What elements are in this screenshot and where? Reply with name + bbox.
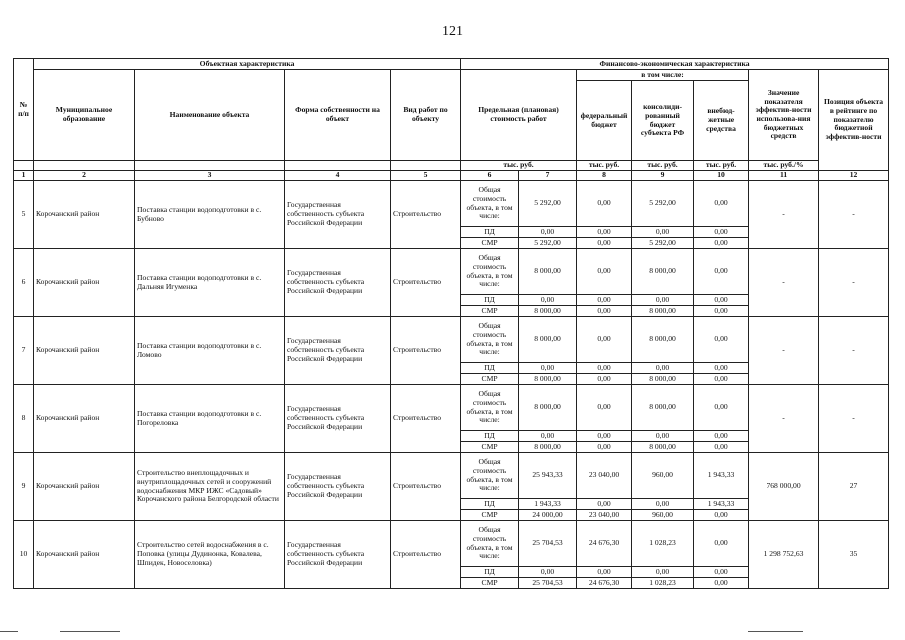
row-smr-value: 8 000,00 [519, 374, 577, 385]
row-total-value: 960,00 [632, 453, 694, 499]
row-pd-value: 0,00 [632, 431, 694, 442]
row-smr-value: 24 676,30 [577, 578, 632, 589]
header-group-finance: Финансово-экономическая характеристика [461, 59, 889, 70]
row-total-value: 0,00 [694, 317, 749, 363]
row-pd-value: 0,00 [632, 363, 694, 374]
table-row [14, 249, 889, 295]
row-smr-value: 8 000,00 [632, 306, 694, 317]
colnum: 7 [519, 171, 577, 181]
row-total-label: Общая стоимость объекта, в том числе: [461, 181, 519, 227]
colnum: 5 [391, 171, 461, 181]
table-row [14, 385, 889, 431]
row-smr-value: 24 000,00 [519, 510, 577, 521]
row-rating: - [819, 385, 889, 453]
scan-mark [748, 631, 803, 632]
row-smr-value: 8 000,00 [519, 442, 577, 453]
colnum: 9 [632, 171, 694, 181]
row-pd-value: 0,00 [577, 431, 632, 442]
row-smr-value: 1 028,23 [632, 578, 694, 589]
row-num: 6 [14, 249, 34, 317]
row-indicator: - [749, 249, 819, 317]
table-body [14, 181, 889, 589]
row-pd-value: 0,00 [632, 499, 694, 510]
table-row [14, 453, 889, 499]
unit-extrabudget: тыс. руб. [694, 161, 749, 171]
row-total-value: 8 000,00 [632, 385, 694, 431]
row-total-value: 8 000,00 [519, 317, 577, 363]
row-smr-value: 23 040,00 [577, 510, 632, 521]
row-smr-value: 960,00 [632, 510, 694, 521]
colnum: 8 [577, 171, 632, 181]
row-total-value: 0,00 [694, 181, 749, 227]
row-ownership: Государственная собственность субъекта Российской Федерации [285, 317, 391, 385]
row-pd-value: 0,00 [694, 227, 749, 238]
colnum: 11 [749, 171, 819, 181]
row-object-name: Поставка станции водоподготовки в с. Дальняя Игуменка [135, 249, 285, 317]
header-extrabudget: внебюд-жетные средства [694, 81, 749, 161]
row-smr-label: СМР [461, 578, 519, 589]
table-row [14, 181, 889, 227]
header-ownership: Форма собственности на объект [285, 70, 391, 161]
row-work-type: Строительство [391, 181, 461, 249]
row-work-type: Строительство [391, 385, 461, 453]
row-pd-value: 0,00 [577, 227, 632, 238]
row-pd-value: 0,00 [519, 431, 577, 442]
row-total-value: 25 943,33 [519, 453, 577, 499]
unit-cost: тыс. руб. [461, 161, 577, 171]
row-rating: - [819, 249, 889, 317]
row-smr-value: 8 000,00 [632, 442, 694, 453]
row-ownership: Государственная собственность субъекта Российской Федерации [285, 249, 391, 317]
row-smr-label: СМР [461, 442, 519, 453]
row-municipality: Корочанский район [34, 249, 135, 317]
scan-mark [0, 631, 18, 632]
row-pd-value: 1 943,33 [694, 499, 749, 510]
row-total-value: 0,00 [694, 249, 749, 295]
page-number: 121 [442, 24, 463, 39]
row-total-label: Общая стоимость объекта, в том числе: [461, 249, 519, 295]
row-pd-value: 0,00 [519, 227, 577, 238]
row-total-value: 1 943,33 [694, 453, 749, 499]
row-ownership: Государственная собственность субъекта Российской Федерации [285, 521, 391, 589]
row-total-value: 8 000,00 [519, 385, 577, 431]
row-object-name: Поставка станции водоподготовки в с. Погореловка [135, 385, 285, 453]
row-rating: - [819, 181, 889, 249]
header-incl: в том числе: [577, 70, 749, 81]
row-total-value: 5 292,00 [632, 181, 694, 227]
header-consolidated: консолиди-рованный бюджет субъекта РФ [632, 81, 694, 161]
row-pd-value: 0,00 [694, 431, 749, 442]
header-cost: Предельная (плановая) стоимость работ [461, 70, 577, 161]
row-pd-value: 0,00 [694, 363, 749, 374]
row-total-value: 0,00 [577, 385, 632, 431]
row-pd-value: 0,00 [577, 499, 632, 510]
row-smr-value: 0,00 [694, 374, 749, 385]
colnum: 1 [14, 171, 34, 181]
row-pd-value: 0,00 [519, 567, 577, 578]
row-pd-label: ПД [461, 499, 519, 510]
row-smr-value: 0,00 [577, 442, 632, 453]
row-ownership: Государственная собственность субъекта Российской Федерации [285, 453, 391, 521]
header-municipality: Муниципальное образование [34, 70, 135, 161]
header-num: № п/п [14, 59, 34, 161]
header-rating: Позиция объекта в рейтинге по показателю бюджетной эффектив-ности [819, 70, 889, 171]
colnum: 2 [34, 171, 135, 181]
unit-consolidated: тыс. руб. [632, 161, 694, 171]
row-smr-value: 5 292,00 [632, 238, 694, 249]
colnum: 4 [285, 171, 391, 181]
row-num: 7 [14, 317, 34, 385]
row-total-value: 0,00 [694, 521, 749, 567]
row-indicator: 768 000,00 [749, 453, 819, 521]
row-smr-value: 0,00 [577, 238, 632, 249]
row-pd-value: 0,00 [694, 567, 749, 578]
row-pd-value: 0,00 [519, 295, 577, 306]
header-indicator: Значение показателя эффектив-ности использова-ния бюджетных средств [749, 70, 819, 161]
row-total-value: 0,00 [694, 385, 749, 431]
row-total-value: 1 028,23 [632, 521, 694, 567]
row-pd-value: 0,00 [577, 567, 632, 578]
row-work-type: Строительство [391, 521, 461, 589]
row-pd-label: ПД [461, 295, 519, 306]
row-pd-value: 1 943,33 [519, 499, 577, 510]
row-pd-value: 0,00 [632, 295, 694, 306]
row-work-type: Строительство [391, 249, 461, 317]
row-smr-value: 25 704,53 [519, 578, 577, 589]
row-smr-label: СМР [461, 510, 519, 521]
row-smr-value: 0,00 [694, 238, 749, 249]
row-work-type: Строительство [391, 317, 461, 385]
row-pd-label: ПД [461, 431, 519, 442]
row-smr-value: 0,00 [694, 510, 749, 521]
row-indicator: 1 298 752,63 [749, 521, 819, 589]
row-object-name: Поставка станции водоподготовки в с. Ломово [135, 317, 285, 385]
row-municipality: Корочанский район [34, 317, 135, 385]
row-municipality: Корочанский район [34, 453, 135, 521]
row-num: 5 [14, 181, 34, 249]
row-rating: - [819, 317, 889, 385]
row-total-label: Общая стоимость объекта, в том числе: [461, 453, 519, 499]
row-total-label: Общая стоимость объекта, в том числе: [461, 521, 519, 567]
row-total-value: 8 000,00 [632, 249, 694, 295]
row-municipality: Корочанский район [34, 181, 135, 249]
row-smr-label: СМР [461, 306, 519, 317]
row-smr-value: 0,00 [694, 442, 749, 453]
table-row [14, 521, 889, 567]
table-header [14, 59, 889, 181]
unit-indicator: тыс. руб./% [749, 161, 819, 171]
row-object-name: Строительство сетей водоснабжения в с. Поповка (улицы Дудинонка, Ковалева, Шпидек, Новоселовка) [135, 521, 285, 589]
row-total-value: 0,00 [577, 181, 632, 227]
header-federal: федеральный бюджет [577, 81, 632, 161]
row-total-value: 23 040,00 [577, 453, 632, 499]
row-work-type: Строительство [391, 453, 461, 521]
colnum: 12 [819, 171, 889, 181]
row-num: 10 [14, 521, 34, 589]
row-rating: 27 [819, 453, 889, 521]
row-total-label: Общая стоимость объекта, в том числе: [461, 385, 519, 431]
row-smr-value: 0,00 [694, 306, 749, 317]
header-work-type: Вид работ по объекту [391, 70, 461, 161]
row-rating: 35 [819, 521, 889, 589]
row-municipality: Корочанский район [34, 521, 135, 589]
row-ownership: Государственная собственность субъекта Российской Федерации [285, 181, 391, 249]
header-group-object: Объектная характеристика [34, 59, 461, 70]
row-indicator: - [749, 181, 819, 249]
row-indicator: - [749, 385, 819, 453]
row-object-name: Поставка станции водоподготовки в с. Бубново [135, 181, 285, 249]
row-pd-value: 0,00 [519, 363, 577, 374]
table-row [14, 317, 889, 363]
row-smr-value: 8 000,00 [632, 374, 694, 385]
row-smr-value: 8 000,00 [519, 306, 577, 317]
row-total-label: Общая стоимость объекта, в том числе: [461, 317, 519, 363]
row-total-value: 25 704,53 [519, 521, 577, 567]
row-smr-label: СМР [461, 374, 519, 385]
row-total-value: 5 292,00 [519, 181, 577, 227]
row-municipality: Корочанский район [34, 385, 135, 453]
row-pd-value: 0,00 [632, 567, 694, 578]
row-total-value: 8 000,00 [632, 317, 694, 363]
row-smr-label: СМР [461, 238, 519, 249]
row-total-value: 0,00 [577, 317, 632, 363]
colnum: 6 [461, 171, 519, 181]
row-pd-value: 0,00 [577, 363, 632, 374]
row-total-value: 8 000,00 [519, 249, 577, 295]
row-pd-label: ПД [461, 567, 519, 578]
colnum: 10 [694, 171, 749, 181]
row-smr-value: 0,00 [694, 578, 749, 589]
row-pd-value: 0,00 [577, 295, 632, 306]
scan-mark [60, 631, 120, 632]
header-object-name: Наименование объекта [135, 70, 285, 161]
investment-table [13, 58, 889, 589]
colnum: 3 [135, 171, 285, 181]
row-pd-value: 0,00 [694, 295, 749, 306]
unit-federal: тыс. руб. [577, 161, 632, 171]
row-pd-label: ПД [461, 227, 519, 238]
row-num: 9 [14, 453, 34, 521]
row-smr-value: 5 292,00 [519, 238, 577, 249]
row-object-name: Строительство внеплощадочных и внутриплощадочных сетей и сооружений водоснабжения МКР ИЖС «Садовый» Корочанского района Белгородской области [135, 453, 285, 521]
row-total-value: 24 676,30 [577, 521, 632, 567]
row-ownership: Государственная собственность субъекта Российской Федерации [285, 385, 391, 453]
row-smr-value: 0,00 [577, 374, 632, 385]
row-smr-value: 0,00 [577, 306, 632, 317]
row-pd-value: 0,00 [632, 227, 694, 238]
row-num: 8 [14, 385, 34, 453]
row-pd-label: ПД [461, 363, 519, 374]
row-indicator: - [749, 317, 819, 385]
row-total-value: 0,00 [577, 249, 632, 295]
